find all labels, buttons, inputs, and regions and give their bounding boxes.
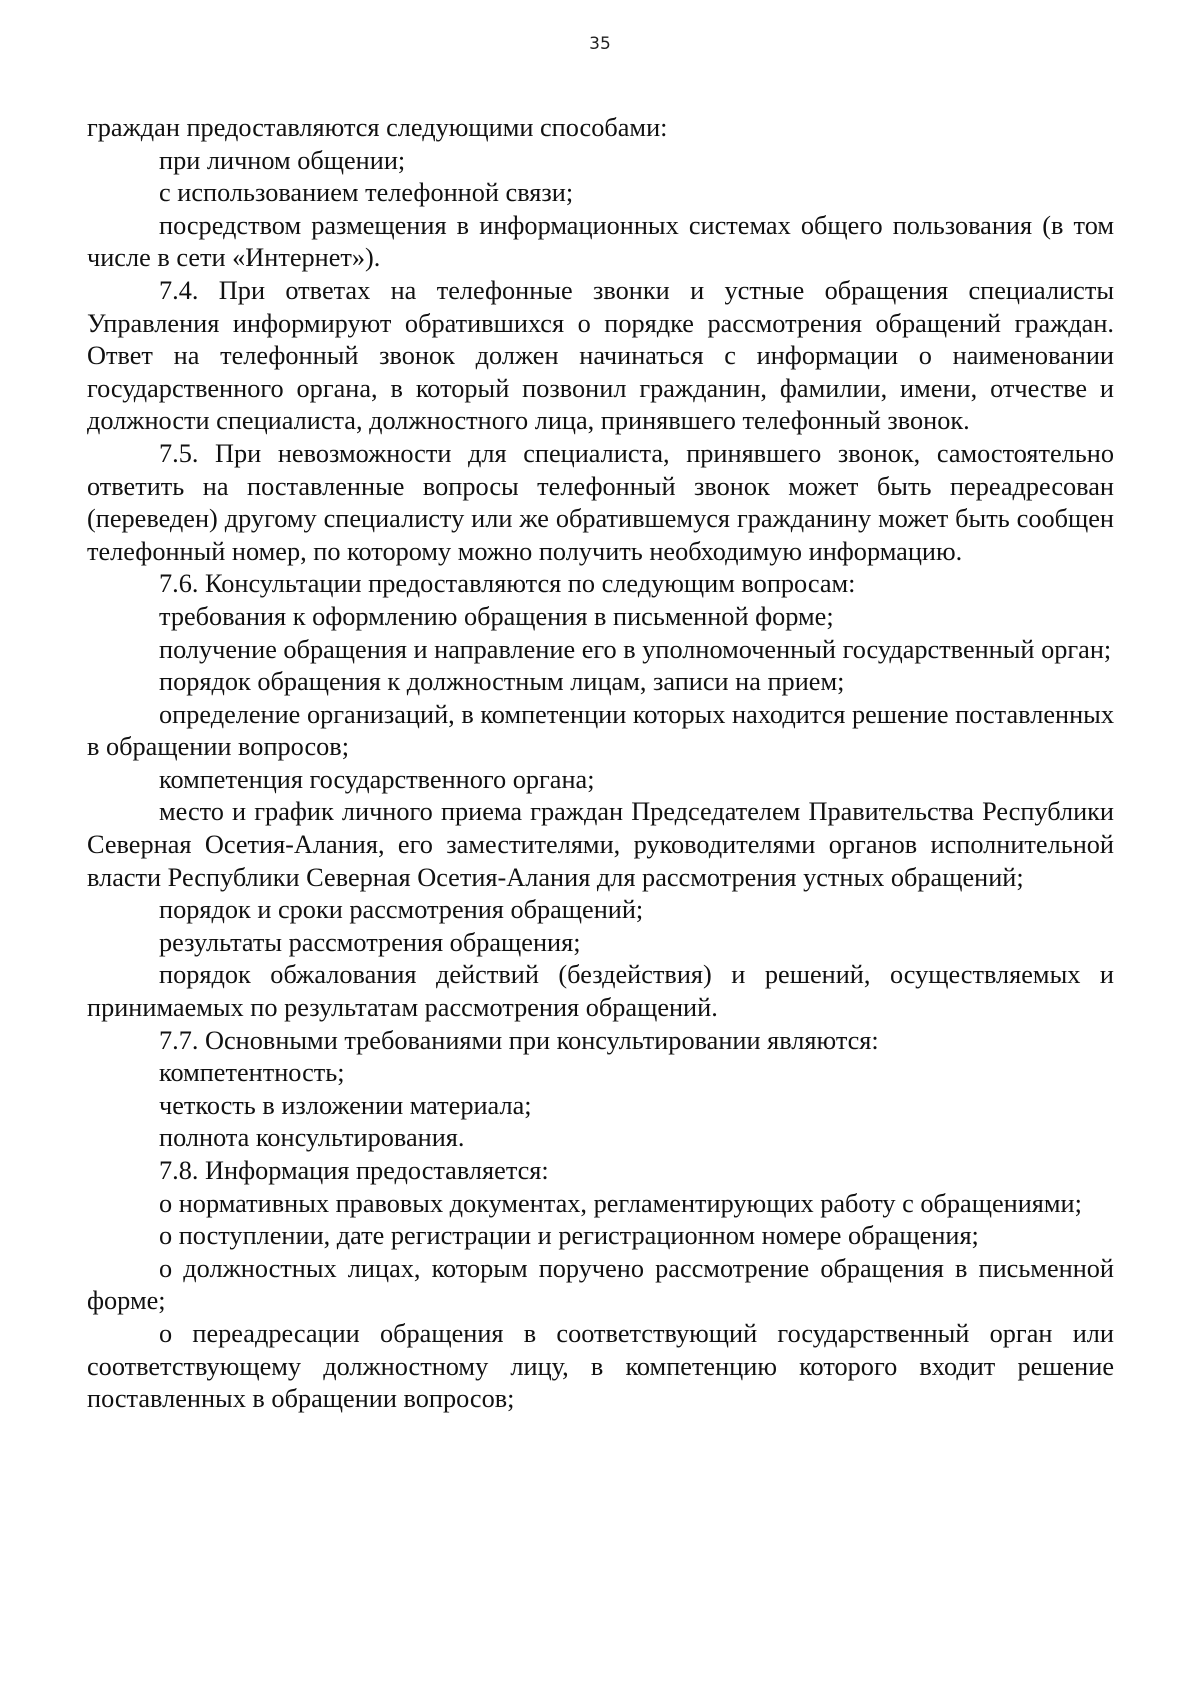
paragraph-7-8: 7.8. Информация предоставляется: [159,1156,549,1185]
list-item: при личном общении; [159,145,406,175]
list-item: порядок и сроки рассмотрения обращений; [159,895,644,925]
list-item: порядок обращения к должностным лицам, записи на прием; [159,667,845,697]
list-item: место и график личного приема граждан Председателем Правительства Республики Северная Осетия-Алания, его заместителями, руководителями органов исполнительной власти Республики Северная Осетия-Алания для рассмотрения устных обращений; [87,797,1114,892]
page-number: 35 [589,34,611,54]
list-item: определение организаций, в компетенции которых находится решение поставленных в обращении вопросов; [87,699,1114,762]
list-item: порядок обжалования действий (бездействия) и решений, осуществляемых и принимаемых по результатам рассмотрения обращений. [87,960,1114,1023]
list-item: полнота консультирования. [159,1123,465,1153]
document-body [87,112,1114,1416]
list-item: о переадресации обращения в соответствующий государственный орган или соответствующему должностному лицу, в компетенцию которого входит решение поставленных в обращении вопросов; [87,1318,1114,1414]
list-item: компетенция государственного органа; [159,764,595,794]
paragraph-continuation: граждан предоставляются следующими способами: [87,113,668,142]
list-item: четкость в изложении материала; [159,1090,532,1120]
list-item: требования к оформлению обращения в письменной форме; [159,601,834,631]
paragraph-7-7: 7.7. Основными требованиями при консультировании являются: [159,1025,879,1055]
list-item: о поступлении, дате регистрации и регистрационном номере обращения; [159,1221,979,1251]
list-item: получение обращения и направление его в уполномоченный государственный орган; [159,634,1112,664]
paragraph-7-4: 7.4. При ответах на телефонные звонки и устные обращения специалисты Управления информируют обратившихся о порядке рассмотрения обращений граждан. Ответ на телефонный звонок должен начинаться с информации о наименовании государственного органа, в который позвонил гражданин, фамилии, имени, отчестве и должности специалиста, должностного лица, принявшего телефонный звонок. [87,275,1114,436]
list-item: о нормативных правовых документах, регламентирующих работу с обращениями; [159,1188,1082,1218]
list-item: о должностных лицах, которым поручено рассмотрение обращения в письменной форме; [87,1253,1114,1316]
list-item: посредством размещения в информационных системах общего пользования (в том числе в сети «Интернет»). [87,210,1114,273]
paragraph-7-5: 7.5. При невозможности для специалиста, принявшего звонок, самостоятельно ответить на поставленные вопросы телефонный звонок может быть переадресован (переведен) другому специалисту или же обратившемуся гражданину может быть сообщен телефонный номер, по которому можно получить необходимую информацию. [87,438,1114,566]
list-item: с использованием телефонной связи; [159,178,574,208]
list-item: компетентность; [159,1058,345,1088]
paragraph-7-6: 7.6. Консультации предоставляются по следующим вопросам: [159,569,856,599]
list-item: результаты рассмотрения обращения; [159,927,581,957]
